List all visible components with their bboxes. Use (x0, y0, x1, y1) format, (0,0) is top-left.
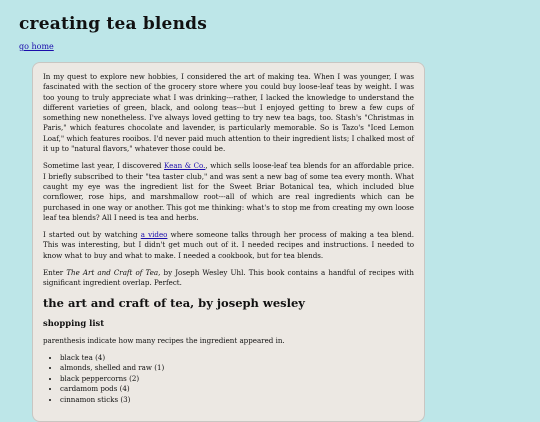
list-item: • cinnamon sticks (3) (60, 395, 414, 405)
book-title: The Art and Craft of Tea (66, 268, 159, 278)
book-text-start: Enter (43, 268, 67, 278)
shopping-list-note: parenthesis indicate how many recipes the ingredient appeared in. (43, 335, 285, 345)
video-text-end: where someone talks through her process of making a tea blend. This was interesting, but I didn't get much out of it. I needed recipes and instructions. I needed to know what to buy and what to make. I needed a cookbook, but for tea blends. (43, 230, 415, 260)
discovery-text-end: , which sells loose-leaf tea blends for an affordable price. I briefly subscribed to their "tea taster club," and was sent a new bag of some tea every month. What caught my eye was the ingredient list for the Sweet Briar Botanical tea, which included blue cornflower, rose hips, and marshmallow root---all of which are real ingredients which can be purchased in one way or another. This got me thinking: what's to stop me from creating my own loose leaf tea blends? All I need is tea and herbs. (43, 161, 414, 222)
list-item: • black tea (4) (60, 353, 414, 363)
discovery-paragraph (43, 161, 414, 223)
page-title: creating tea blends (19, 14, 207, 34)
video-paragraph (43, 230, 414, 261)
kean-co-link[interactable]: Kean & Co. (164, 161, 206, 171)
book-section-heading: the art and craft of tea, by joseph wesley (43, 295, 305, 310)
article-content (32, 62, 425, 422)
intro-paragraph: In my quest to explore new hobbies, I considered the art of making tea. When I was younger, I was fascinated with the section of the grocery store where you could buy loose-leaf teas by weight. I was too young to truly appreciate what I was drinking---rather, I lacked the knowledge to understand the different varieties of green, black, and oolong teas---but I enjoyed getting to brew a few cups of something new nonetheless. I've always loved getting to try new tea bags, too. Stash's "Christmas in Paris," which features chocolate and lavender, is particularly memorable. So is Tazo's "Iced Lemon Loaf," which features rooibos. I'd never paid much attention to their ingredient lists; I chalked most of it up to "natural flavors," whatever those could be. (43, 72, 414, 154)
video-link[interactable]: a video (140, 230, 168, 240)
go-home-link[interactable]: go home (19, 42, 54, 51)
list-item: • black peppercorns (2) (60, 374, 414, 384)
list-item: • cardamom pods (4) (60, 384, 414, 394)
shopping-list-heading: shopping list (43, 317, 105, 328)
shopping-list (43, 353, 414, 405)
book-text-end: , by Joseph Wesley Uhl. This book contains a handful of recipes with significant ingredient overlap. Perfect. (43, 268, 414, 288)
video-text-start: I started out by watching (43, 230, 141, 240)
list-item: • almonds, shelled and raw (1) (60, 363, 414, 373)
book-paragraph (43, 268, 414, 289)
discovery-text-start: Sometime last year, I discovered (43, 161, 165, 171)
